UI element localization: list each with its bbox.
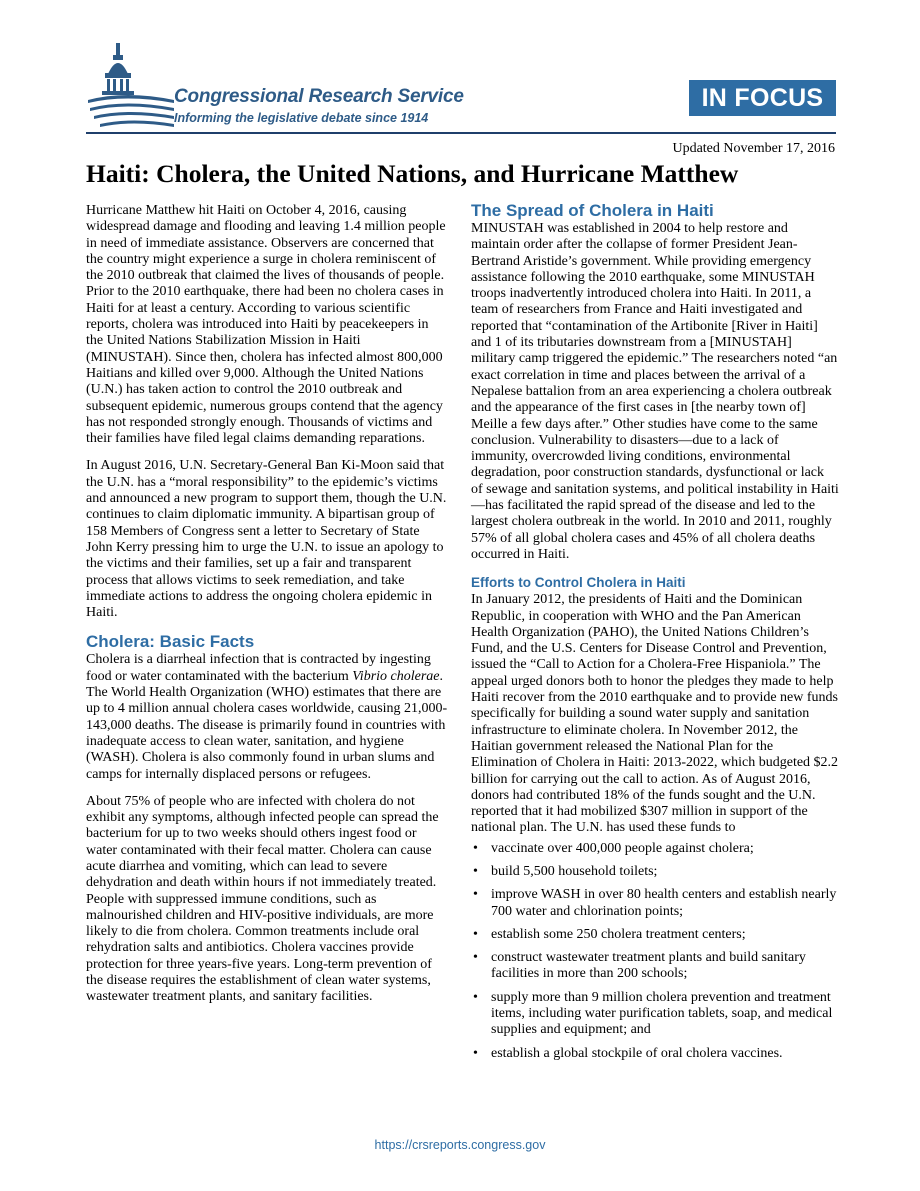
section-heading-spread: The Spread of Cholera in Haiti <box>471 201 714 220</box>
list-item: • build 5,500 household toilets; <box>473 863 658 879</box>
org-block <box>174 86 464 126</box>
capitol-dome-icon <box>86 38 176 130</box>
footer-url[interactable]: https://crsreports.congress.gov <box>374 1138 546 1152</box>
list-item: • establish a global stockpile of oral cholera vaccines. <box>473 1045 783 1061</box>
list-item: • construct wastewater treatment plants and build sanitary facilities in more than 200 schools; <box>473 950 806 982</box>
basic-facts-paragraph: Cholera is a diarrheal infection that is contracted by ingesting food or water contaminated with the bacterium Vibrio cholerae. The World Health Organization (WHO) estimates that there are up to 4 million annual cholera cases worldwide, causing 21,000-143,000 deaths. The disease is primarily found in countries with inadequate access to clean water, sanitation, and hygiene (WASH). Cholera is also commonly found in urban slums and camps for internally displaced persons or refugees. <box>86 652 448 782</box>
header <box>86 38 836 138</box>
bacterium-name: Vibrio cholerae <box>352 668 440 684</box>
intro-paragraph: Hurricane Matthew hit Haiti on October 4, 2016, causing widespread damage and flooding and leaving 1.4 million people in need of immediate assistance. Observers are concerned that the country might experience a surge in cholera reminiscent of the 2010 outbreak that claimed the lives of thousands of people. Prior to the 2010 earthquake, there had been no cholera cases in Haiti for at least a century. According to various scientific reports, cholera was introduced into Haiti by peacekeepers in the United Nations Stabilization Mission in Haiti (MINUSTAH). Since then, cholera has infected almost 800,000 Haitians and killed over 9,000. Although the United Nations (U.N.) has taken action to control the 2010 outbreak and subsequent epidemic, numerous groups contend that the agency has not responded strongly enough. Thousands of victims and their families have filed legal claims demanding reparations. <box>86 203 446 447</box>
efforts-paragraph: In January 2012, the presidents of Haiti and the Dominican Republic, in cooperation with WHO and the Pan American Health Organization (PAHO), the United Nations Children’s Fund, and the U.S. Centers for Disease Control and Prevention, issued the “Call to Action for a Cholera-Free Hispaniola.” The appeal urged donors both to honor the pledges they made to help Haiti recover from the 2010 earthquake and to provide new funds specifically for building a sound water supply and sanitation infrastructure to eliminate cholera. In November 2012, the Haitian government released the National Plan for the Elimination of Cholera in Haiti: 2013-2022, which budgeted $2.2 billion for carrying out the call to action. As of August 2016, donors had contributed 18% of the funds sought and the U.N. reported that it had mobilized $307 million in support of the national plan. The U.N. has used these funds to <box>471 592 839 836</box>
in-focus-badge: IN FOCUS <box>689 80 836 116</box>
left-column <box>86 203 448 1017</box>
right-column <box>471 203 839 1069</box>
page-title: Haiti: Cholera, the United Nations, and Hurricane Matthew <box>86 159 739 188</box>
list-item: • vaccinate over 400,000 people against cholera; <box>473 840 754 856</box>
spread-paragraph: MINUSTAH was established in 2004 to help restore and maintain order after the collapse of former President Jean-Bertrand Aristide’s government. While providing emergency assistance following the 2010 earthquake, some MINUSTAH troops inadvertently introduced cholera into Haiti. In 2011, a team of researchers from France and Haiti investigated and reported that “contamination of the Artibonite [River in Haiti] and 1 of its tributaries downstream from a [MINUSTAH] military camp triggered the epidemic.” The researchers noted “an exact correlation in time and places between the arrival of a Nepalese battalion from an area experiencing a cholera outbreak and the appearance of the first cases in [the nearby town of] Meille a few days after.” Other studies have come to the same conclusion. Vulnerability to disasters—due to a lack of immunity, overcrowded living conditions, environmental degradation, poor construction standards, dysfunctional or lack of sewage and sanitation systems, and political instability in Haiti—has facilitated the rapid spread of the disease and led to the largest cholera outbreak in the world. In 2010 and 2011, roughly 57% of all global cholera cases and 45% of all cholera deaths occurred in Haiti. <box>471 221 839 562</box>
section-heading-efforts: Efforts to Control Cholera in Haiti <box>471 575 686 591</box>
org-name: Congressional Research Service <box>174 86 464 107</box>
section-heading-basic-facts: Cholera: Basic Facts <box>86 632 255 652</box>
updated-date: Updated November 17, 2016 <box>672 141 835 156</box>
un-response-paragraph: In August 2016, U.N. Secretary-General Ban Ki-Moon said that the U.N. has a “moral responsibility” to the epidemic’s victims and announced a new program to support them, though the U.N. continues to claim diplomatic immunity. A bipartisan group of 158 Members of Congress sent a letter to Secretary of State John Kerry pressing him to urge the U.N. to issue an apology to the victims and their families, set up a fair and transparent process that allows victims to seek remediation, and take immediate actions to address the ongoing cholera epidemic in Haiti. <box>86 458 447 621</box>
symptoms-paragraph: About 75% of people who are infected with cholera do not exhibit any symptoms, although infected people can spread the bacterium for up to two weeks should others ingest food or water contaminated with their fecal matter. Cholera can cause acute diarrhea and vomiting, which can lead to severe dehydration and death within hours if not immediately treated. People with suppressed immune conditions, such as malnourished children and HIV-positive individuals, are more likely to die from cholera. Common treatments include oral rehydration salts and antibiotics. Cholera vaccines provide protection for three years-five years. Long-term prevention of the disease requires the establishment of clean water systems, wastewater treatment plants, and sanitary facilities. <box>86 793 439 1005</box>
funds-use-list <box>471 841 839 1062</box>
org-tagline: Informing the legislative debate since 1914 <box>174 111 429 125</box>
list-item: • supply more than 9 million cholera prevention and treatment items, including water purification tablets, soap, and medical supplies and equipment; and <box>473 989 833 1038</box>
list-item: • improve WASH in over 80 health centers and establish nearly 700 water and chlorination points; <box>473 887 837 919</box>
list-item: • establish some 250 cholera treatment centers; <box>473 926 746 942</box>
header-divider <box>86 132 836 134</box>
